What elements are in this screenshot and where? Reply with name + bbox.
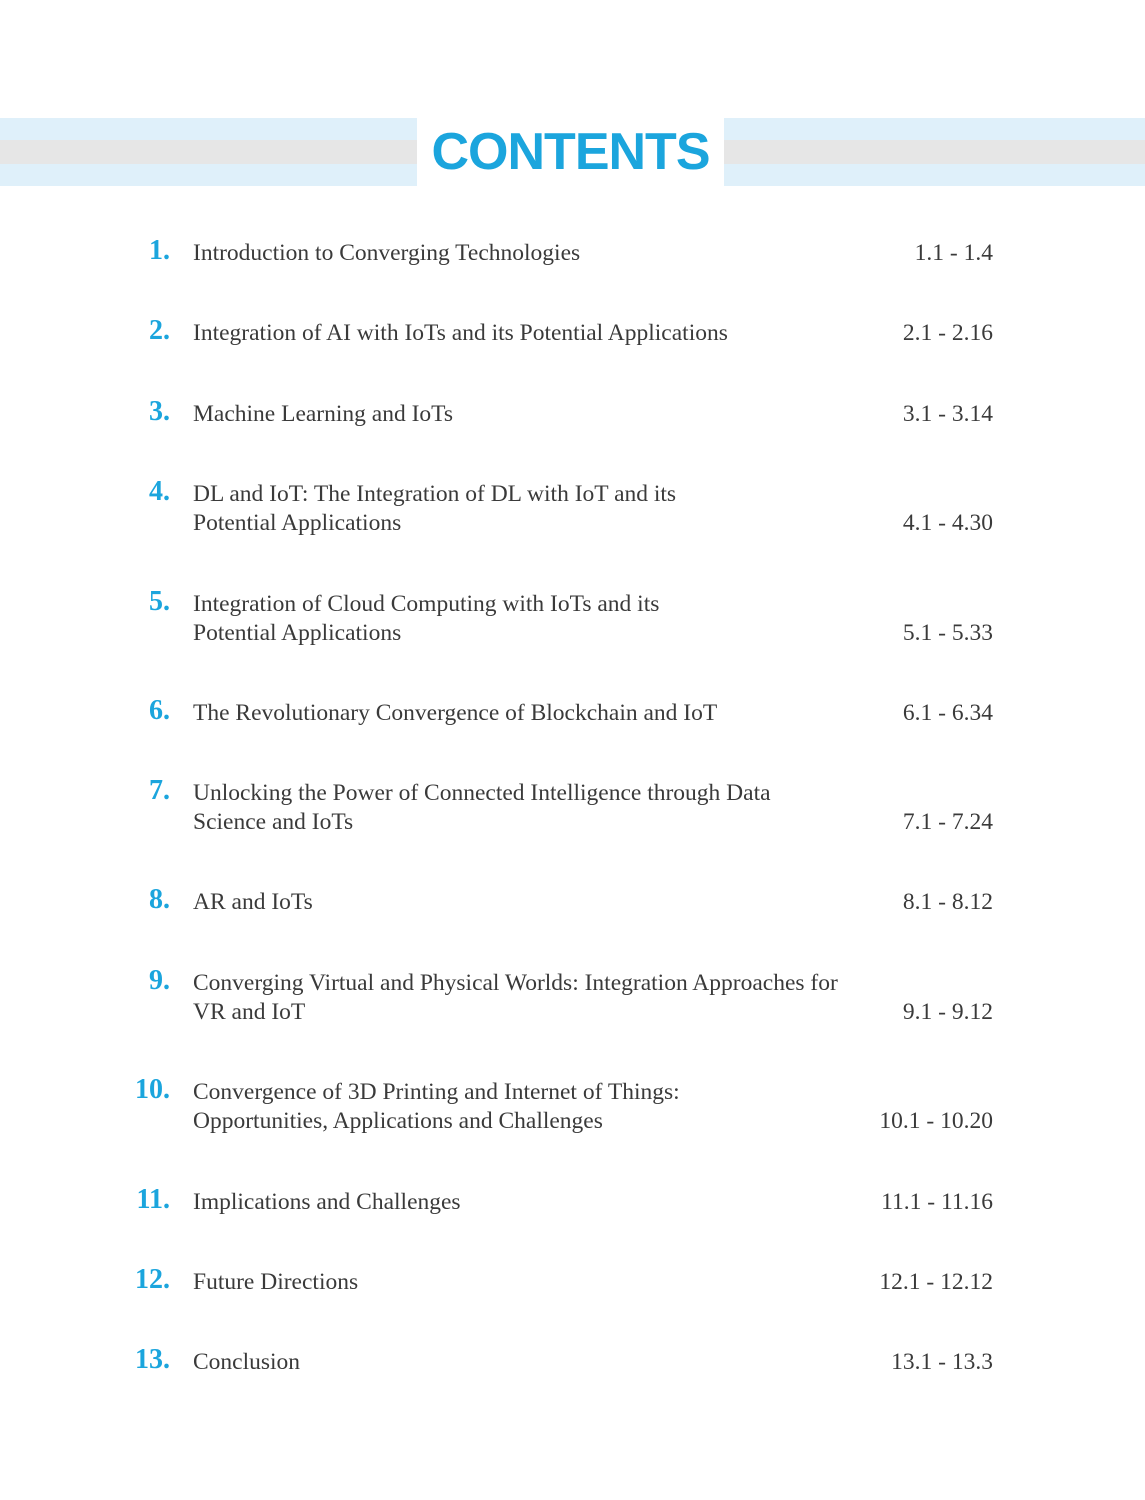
chapter-pages: 10.1 - 10.20 [879, 1108, 993, 1134]
chapter-title: Integration of AI with IoTs and its Potential Applications [193, 320, 728, 346]
chapter-pages: 5.1 - 5.33 [902, 620, 993, 646]
chapter-number: 1. [149, 235, 170, 266]
chapter-title: AR and IoTs [193, 889, 313, 915]
contents-banner [0, 118, 1145, 186]
chapter-pages: 9.1 - 9.12 [902, 999, 993, 1025]
chapter-number: 12. [135, 1264, 170, 1295]
title-box [417, 118, 724, 186]
chapter-number: 6. [149, 695, 170, 726]
chapter-pages: 6.1 - 6.34 [902, 700, 993, 726]
chapter-title: Convergence of 3D Printing and Internet of Things: Opportunities, Applications and Challenges [193, 1079, 680, 1134]
chapter-title: Machine Learning and IoTs [193, 401, 454, 427]
chapter-title: Converging Virtual and Physical Worlds: Integration Approaches for VR and IoT [193, 970, 838, 1025]
chapter-number: 7. [149, 775, 170, 806]
chapter-pages: 8.1 - 8.12 [902, 889, 993, 915]
chapter-title: DL and IoT: The Integration of DL with IoT and its Potential Applications [193, 481, 677, 536]
chapter-pages: 12.1 - 12.12 [879, 1269, 993, 1295]
chapter-title: Integration of Cloud Computing with IoTs and its Potential Applications [193, 591, 660, 646]
chapter-title: Conclusion [193, 1349, 301, 1375]
chapter-title: The Revolutionary Convergence of Blockchain and IoT [193, 700, 718, 726]
chapter-pages: 3.1 - 3.14 [902, 401, 993, 427]
chapter-pages: 7.1 - 7.24 [902, 809, 993, 835]
chapter-number: 9. [149, 965, 170, 996]
chapter-pages: 11.1 - 11.16 [881, 1189, 993, 1215]
chapter-title: Future Directions [193, 1269, 359, 1295]
chapter-title: Introduction to Converging Technologies [193, 240, 581, 266]
chapter-pages: 13.1 - 13.3 [891, 1349, 993, 1375]
chapter-title: Unlocking the Power of Connected Intelligence through Data Science and IoTs [193, 780, 771, 835]
chapter-number: 8. [149, 884, 170, 915]
page-title: CONTENTS [431, 123, 710, 181]
chapter-number: 5. [149, 586, 170, 617]
chapter-number: 4. [149, 476, 170, 507]
chapter-pages: 1.1 - 1.4 [914, 240, 993, 266]
chapter-number: 3. [149, 396, 170, 427]
chapter-number: 11. [136, 1184, 170, 1215]
chapter-number: 13. [135, 1344, 170, 1375]
chapter-pages: 2.1 - 2.16 [902, 320, 993, 346]
chapter-title: Implications and Challenges [193, 1189, 461, 1215]
chapter-number: 2. [149, 315, 170, 346]
chapter-number: 10. [135, 1074, 170, 1105]
chapter-pages: 4.1 - 4.30 [902, 510, 993, 536]
